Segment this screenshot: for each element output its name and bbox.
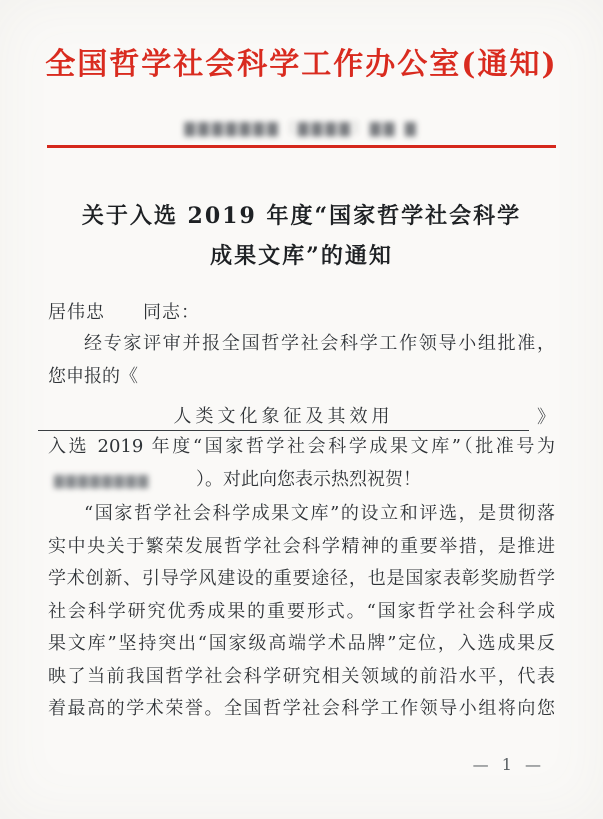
approval-line-text: ）。对此向您表示热烈祝贺！ <box>195 468 421 490</box>
issuing-office-masthead: 全国哲学社会科学工作办公室(通知) <box>45 47 558 82</box>
page-number: — 1 — <box>472 755 545 774</box>
para2-line3: 学术创新、引导学风建设的重要途径，也是国家表彰奖励哲学 <box>48 568 555 589</box>
para2-line4: 社会科学研究优秀成果的重要形式。“国家哲学社会科学成 <box>48 600 555 622</box>
book-title-text: 人类文化象征及其效用 <box>173 406 394 427</box>
book-title-row <box>38 393 555 431</box>
notice-title-line1: 关于入选 2019 年度“国家哲学社会科学 <box>81 203 522 229</box>
para2-line5: 果文库”坚持突出“国家级高端学术品牌”定位，入选成果反 <box>48 633 555 654</box>
salutation-addressee: 居伟忠 同志： <box>48 302 200 323</box>
book-closing-bracket: 》 <box>537 407 555 428</box>
approval-line <box>48 464 555 499</box>
para1-line2: 您申报的《 <box>48 365 138 387</box>
approval-number-redacted: ▇▇▇▇▇▇▇▇ <box>54 473 150 489</box>
red-divider-line <box>47 145 556 148</box>
notice-title-line2: 成果文库”的通知 <box>210 243 393 269</box>
document-number-redacted: ▇▇▇▇▇▇▇〔▇▇▇▇〕▇▇ ▇ <box>184 121 419 137</box>
notice-title <box>0 196 603 276</box>
para2-line1: “国家哲学社会科学成果文库”的设立和评选，是贯彻落 <box>84 503 555 524</box>
notice-body <box>48 298 555 726</box>
para1-line1: 经专家评审并报全国哲学社会科学工作领导小组批准， <box>84 333 555 354</box>
para1-line3: 入选 2019 年度“国家哲学社会科学成果文库”（批准号为 <box>48 436 555 457</box>
para2-line7: 着最高的学术荣誉。全国哲学社会科学工作领导小组将向您 <box>48 698 555 719</box>
para2-line6: 映了当前我国哲学社会科学研究相关领域的前沿水平，代表 <box>48 665 555 687</box>
book-title-underline-field <box>38 402 529 431</box>
para2-line2: 实中央关于繁荣发展哲学社会科学精神的重要举措，是推进 <box>48 535 555 557</box>
